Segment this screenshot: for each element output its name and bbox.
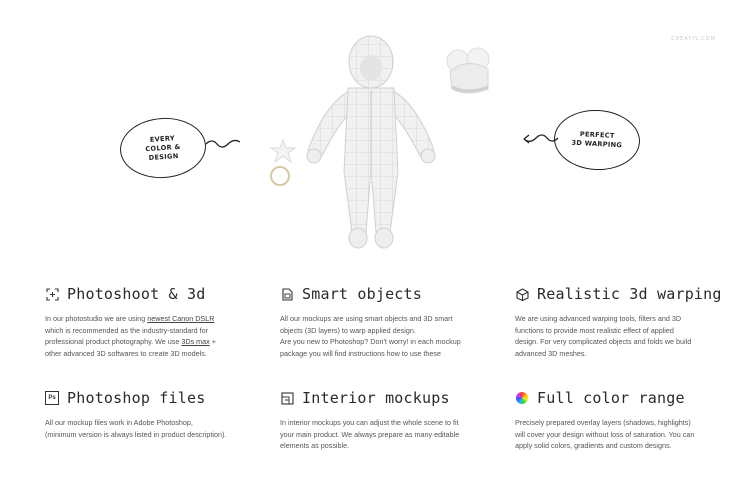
feature-description xyxy=(515,417,745,452)
feature-title: Full color range xyxy=(537,389,685,407)
squiggle-left-icon xyxy=(204,136,244,152)
feature-text: + xyxy=(209,337,216,346)
smart-object-icon xyxy=(280,287,294,301)
star-rattle-image xyxy=(268,138,298,188)
baby-snowsuit-image xyxy=(296,32,446,252)
color-wheel-icon xyxy=(515,391,529,405)
badge-every-color xyxy=(118,115,208,181)
photoshop-icon-label: Ps xyxy=(45,391,59,405)
feature-description xyxy=(45,313,275,359)
feature-3d-warping xyxy=(515,283,745,359)
feature-text: In interior mockups you can adjust the whole scene to fit xyxy=(280,418,459,427)
photo-frame-icon xyxy=(45,287,59,301)
link-canon-dslr[interactable]: newest Canon DSLR xyxy=(147,314,215,323)
badge-left-line-3: DESIGN xyxy=(148,151,179,162)
feature-text: elements as possible. xyxy=(280,441,350,450)
badge-right-line-1: PERFECT xyxy=(579,130,615,140)
feature-title: Interior mockups xyxy=(302,389,450,407)
feature-full-color xyxy=(515,387,745,452)
interior-icon xyxy=(280,391,294,405)
feature-text: Are you new to Photoshop? Don't worry! in each mockup xyxy=(280,337,461,346)
photoshop-icon xyxy=(45,391,59,405)
baby-hat-image xyxy=(444,47,496,99)
feature-title: Photoshop files xyxy=(67,389,206,407)
feature-text: package you will find instructions how to use these xyxy=(280,348,442,358)
feature-text: which is recommended as the industry-standard for xyxy=(45,325,208,335)
feature-text: design. For very complicated objects and folds we build xyxy=(515,337,692,346)
link-3ds-max[interactable]: 3Ds max xyxy=(181,337,210,346)
feature-text: We are using advanced warping tools, filters and 3D xyxy=(515,314,682,323)
squiggle-right-icon xyxy=(520,130,560,146)
feature-text: objects (3D layers) to warp applied design. xyxy=(280,325,416,335)
badge-right-line-2: 3D WARPING xyxy=(571,138,623,150)
badge-left-line-2: COLOR & xyxy=(145,142,181,153)
feature-text: All our mockups are using smart objects and 3D smart xyxy=(280,314,453,323)
feature-title: Realistic 3d warping xyxy=(537,285,722,303)
feature-text: your main product. We always prepare as many editable xyxy=(280,429,460,439)
feature-text: advanced 3D meshes. xyxy=(515,348,587,358)
feature-smart-objects xyxy=(280,283,510,359)
feature-text: (minimum version is always listed in product description). xyxy=(45,429,227,439)
feature-text: apply solid colors, gradients and custom designs. xyxy=(515,441,672,450)
feature-text: functions to provide most realistic effect of applied xyxy=(515,325,674,335)
feature-text: professional product photography. We use xyxy=(45,337,182,346)
feature-title: Smart objects xyxy=(302,285,422,303)
feature-description xyxy=(280,313,510,359)
feature-description xyxy=(515,313,745,359)
badge-perfect-warping xyxy=(552,108,641,172)
feature-text: other advanced 3D softwares to create 3D models. xyxy=(45,348,207,358)
feature-text: In our photostudio we are using xyxy=(45,314,148,323)
cube-icon xyxy=(515,287,529,301)
feature-photoshop-files xyxy=(45,387,275,440)
badge-left-line-1: EVERY xyxy=(149,133,176,144)
feature-description xyxy=(45,417,275,440)
feature-text: will cover your design without loss of saturation. You can xyxy=(515,429,695,439)
feature-title: Photoshoot & 3d xyxy=(67,285,206,303)
watermark: CREATIV.COM xyxy=(671,36,716,42)
feature-photoshoot xyxy=(45,283,275,359)
feature-text: All our mockup files work in Adobe Photoshop, xyxy=(45,418,193,427)
feature-text: Precisely prepared overlay layers (shadows, highlights) xyxy=(515,418,691,427)
feature-description xyxy=(280,417,510,452)
feature-interior-mockups xyxy=(280,387,510,452)
